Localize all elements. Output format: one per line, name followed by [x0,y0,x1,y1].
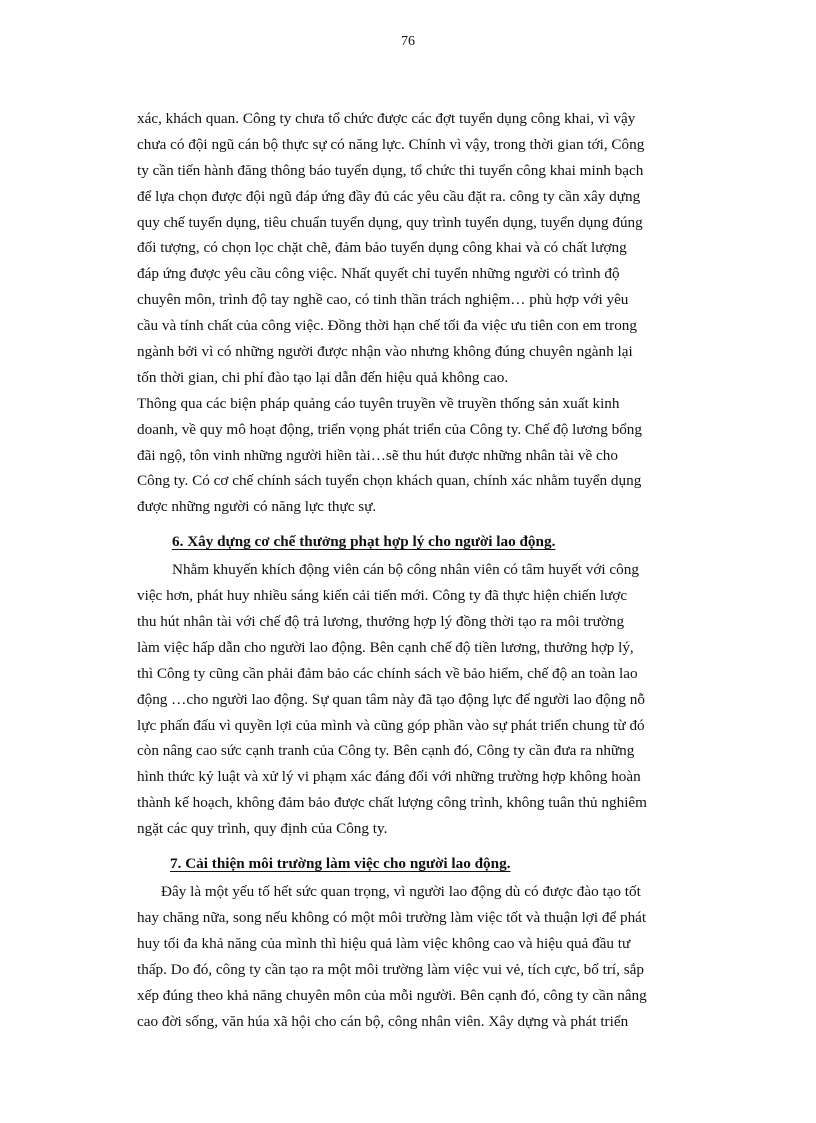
section-7-paragraph [137,879,707,1034]
text-line: huy tối đa khả năng của mình thì hiệu quả làm việc không cao và hiệu quả đầu tư [137,934,631,952]
text-line: xếp đúng theo khả năng chuyên môn của mỗi người. Bên cạnh đó, công ty cần nâng [137,986,647,1004]
text-line: được những người có năng lực thực sự. [137,498,377,516]
page-number: 76 [401,34,415,49]
text-line: đáp ứng được yêu cầu công việc. Nhất quyết chỉ tuyển những người có trình độ [137,265,620,283]
text-line: đãi ngộ, tôn vinh những người hiền tài…sẽ thu hút được những nhân tài về cho [137,446,618,464]
text-line: đối tượng, có chọn lọc chặt chẽ, đảm bảo tuyển dụng công khai và có chất lượng [137,239,627,257]
text-line: động …cho người lao động. Sự quan tâm này đã tạo động lực để người lao động nỗ [137,690,645,708]
text-line: lực phấn đấu vì quyền lợi của mình và cũng góp phần vào sự phát triển chung từ đó [137,716,645,734]
text-line: ngành bởi vì có những người được nhận vào nhưng không đúng chuyên ngành lại [137,343,633,361]
section-7-heading: 7. Cải thiện môi trường làm việc cho người lao động. [170,855,511,873]
text-line: thu hút nhân tài với chế độ trả lương, thưởng hợp lý đồng thời tạo ra môi trường [137,613,625,631]
text-line: Thông qua các biện pháp quảng cáo tuyên truyền về truyền thống sản xuất kinh [137,394,620,412]
text-line: Công ty. Có cơ chế chính sách tuyển chọn khách quan, chính xác nhằm tuyển dụng [137,472,642,490]
text-line: xác, khách quan. Công ty chưa tổ chức được các đợt tuyển dụng công khai, vì vậy [137,110,636,127]
text-line: thấp. Do đó, công ty cần tạo ra một môi trường làm việc vui vẻ, tích cực, bố trí, sắp [137,960,644,978]
text-line: Đây là một yếu tố hết sức quan trọng, vì người lao động dù có được đào tạo tốt [161,883,641,901]
text-line: ngặt các quy trình, quy định của Công ty. [137,820,388,838]
text-line: để lựa chọn được đội ngũ đáp ứng đầy đủ các yêu cầu đặt ra. công ty cần xây dựng [137,187,641,205]
document-body [137,106,707,1034]
text-line: thì Công ty cũng cần phải đảm bảo các chính sách về bảo hiểm, chế độ an toàn lao [137,664,638,682]
paragraph-recruitment [137,106,707,391]
text-line: cao đời sống, văn húa xã hội cho cán bộ, công nhân viên. Xây dựng và phát triển [137,1012,629,1030]
text-line: chưa có đội ngũ cán bộ thực sự có năng lực. Chính vì vậy, trong thời gian tới, Công [137,135,645,153]
text-line: tốn thời gian, chi phí đào tạo lại dẫn đến hiệu quả không cao. [137,368,509,386]
text-line: làm việc hấp dẫn cho người lao động. Bên cạnh chế độ tiền lương, thưởng hợp lý, [137,638,634,656]
text-line: còn nâng cao sức cạnh tranh của Công ty. Bên cạnh đó, Công ty cần đưa ra những [137,742,635,760]
text-line: doanh, về quy mô hoạt động, triển vọng phát triển của Công ty. Chế độ lương bổng [137,420,642,438]
text-line: việc hơn, phát huy nhiều sáng kiến cải tiến mới. Công ty đã thực hiện chiến lược [137,587,628,605]
text-line: quy chế tuyển dụng, tiêu chuẩn tuyển dụng, quy trình tuyển dụng, tuyển dụng đúng [137,213,643,231]
paragraph-promotion [137,391,707,520]
section-6-heading: 6. Xây dựng cơ chế thưởng phạt hợp lý cho người lao động. [172,533,556,551]
text-line: thành kế hoạch, không đảm bảo được chất lượng công trình, không tuân thủ nghiêm [137,794,647,812]
text-line: hay chăng nữa, song nếu không có một môi trường làm việc tốt và thuận lợi để phát [137,908,647,926]
text-line: chuyên môn, trình độ tay nghề cao, có tinh thần trách nghiệm… phù hợp với yêu [137,291,629,309]
text-line: Nhằm khuyến khích động viên cán bộ công nhân viên có tâm huyết với công [172,561,639,579]
text-line: hình thức kỷ luật và xử lý vi phạm xác đáng đối với những trường hợp không hoàn [137,768,641,786]
text-line: cầu và tính chất của công việc. Đồng thời hạn chế tối đa việc ưu tiên con em trong [137,317,637,335]
text-line: ty cần tiến hành đăng thông báo tuyển dụng, tổ chức thi tuyển công khai minh bạch [137,161,644,179]
section-6-paragraph [137,557,707,842]
